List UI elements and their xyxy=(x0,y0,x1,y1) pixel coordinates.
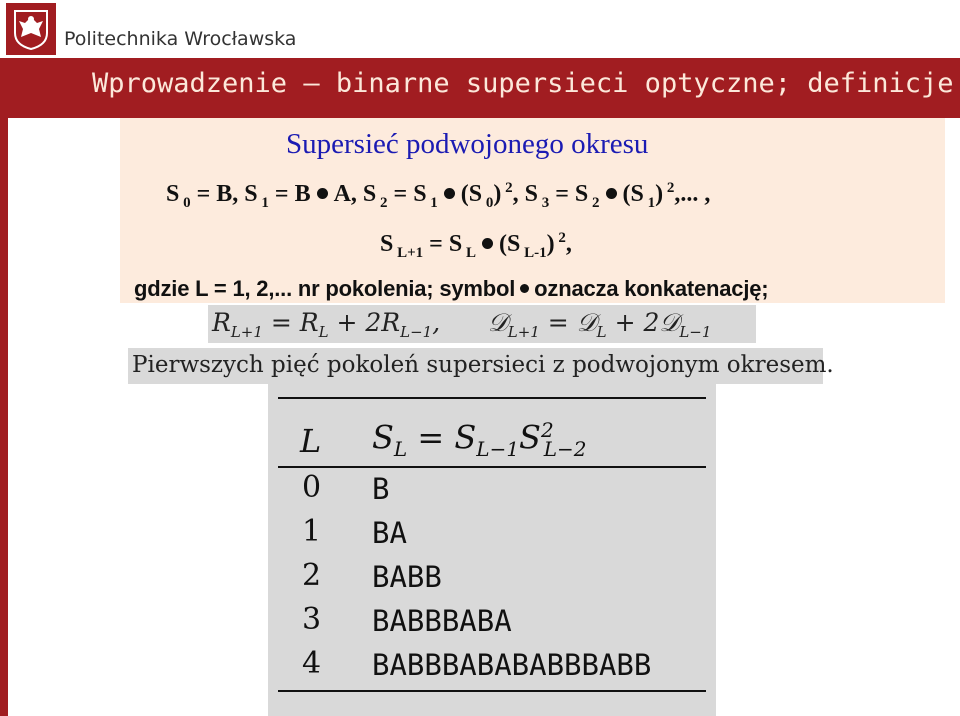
table-cell-L: 3 xyxy=(302,602,322,637)
table-cell-S: B xyxy=(372,472,390,506)
concatenation-bullet-icon xyxy=(520,284,529,293)
table-cell-L: 0 xyxy=(302,470,322,505)
definition-formula-2: S $_{L+1}$ = S $_L$ (S $_{L-1}$) $^2$, xyxy=(380,230,572,261)
table-cell-L: 1 xyxy=(302,514,322,549)
table-cell-L: 2 xyxy=(302,558,322,593)
table-cell-S: BABB xyxy=(372,560,442,594)
table-caption: Pierwszych pięć pokoleń supersieci z podwojonym okresem. xyxy=(132,352,834,378)
eagle-crest-icon xyxy=(11,7,51,51)
table-cell-S: BA xyxy=(372,516,407,550)
table-top-rule xyxy=(278,397,706,399)
table-header-rule xyxy=(278,466,706,468)
university-logo xyxy=(6,3,56,55)
recurrence-formula: $R_{L+1} = R_L + 2R_{L-1}$, 𝒟$_{L+1}$ = 𝒟$_L$ + 2𝒟$_{L-1}$ xyxy=(212,308,712,341)
table-cell-S: BABBBABA xyxy=(372,604,512,638)
definition-heading: Supersieć podwojonego okresu xyxy=(286,128,649,160)
table-header-L: L xyxy=(300,422,322,460)
table-cell-S: BABBBABABABBBABB xyxy=(372,648,652,682)
definition-note: gdzie L = 1, 2,... nr pokolenia; symbol oznacza konkatenację; xyxy=(134,276,769,301)
table-cell-L: 4 xyxy=(302,646,322,681)
definition-formula-1: S $_0$ = B, S $_1$ = B A, S $_2$ = S $_1$ (S $_0$) $^2$, S $_3$ = S $_2$ (S $_1$) $^2$,... , xyxy=(166,180,711,211)
table-header-S: $S_L = S_{L-1}S^2_{L-2}$ xyxy=(372,418,587,462)
slide-title: Wprowadzenie — binarne supersieci optyczne; definicje xyxy=(92,68,954,99)
org-name: Politechnika Wrocławska xyxy=(64,28,297,50)
table-bottom-rule xyxy=(278,690,706,692)
